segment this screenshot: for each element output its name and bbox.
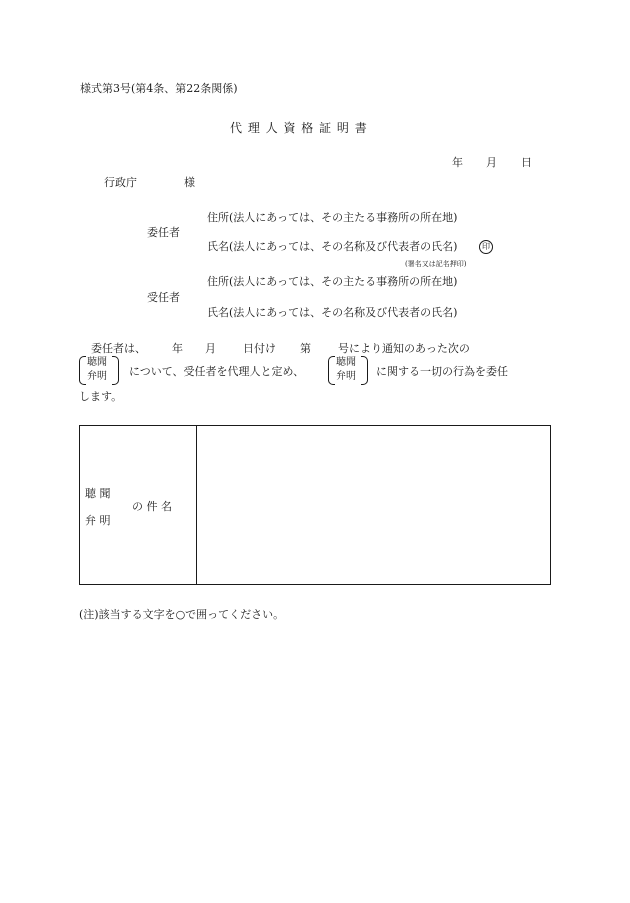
date-day-label: 日: [521, 156, 532, 169]
bracket-left: [328, 356, 335, 385]
agent-label: 受任者: [147, 291, 180, 304]
body-line2-middle: について、受任者を代理人と定め、: [129, 365, 305, 378]
form-number: 様式第3号(第4条、第22条関係): [80, 82, 238, 95]
case-title-table: [79, 425, 551, 585]
agent-address-field: 住所(法人にあっては、その主たる事務所の所在地): [207, 275, 458, 288]
date-year-label: 年: [452, 156, 463, 169]
table-case-title-label: の 件 名: [132, 500, 172, 513]
choice-explanation: 弁明: [87, 371, 107, 382]
seal-icon: 印: [479, 240, 493, 254]
addressee-office: 行政庁: [104, 176, 137, 189]
seal-note: (署名又は記名押印): [405, 260, 467, 268]
principal-address-field: 住所(法人にあっては、その主たる事務所の所在地): [207, 211, 458, 224]
case-title-field[interactable]: [197, 426, 550, 584]
table-choice-hearing: 聴 聞: [85, 487, 111, 500]
footnote: (注)該当する文字を○で囲ってください。: [79, 608, 285, 621]
body-line1-end: 号により通知のあった次の: [338, 342, 470, 355]
agent-name-field: 氏名(法人にあっては、その名称及び代表者の氏名): [207, 306, 458, 319]
choice-group-1: [87, 358, 107, 386]
date-month-label: 月: [486, 156, 497, 169]
body-year: 年: [172, 342, 183, 355]
body-number-prefix: 第: [300, 342, 311, 355]
document-title: 代 理 人 資 格 証 明 書: [230, 121, 368, 135]
bracket-right: [361, 356, 368, 385]
principal-label: 委任者: [147, 226, 180, 239]
body-line2-end: に関する一切の行為を委任: [376, 365, 508, 378]
body-line1-start: 委任者は、: [91, 342, 146, 355]
choice-group-2: [336, 358, 356, 386]
bracket-left: [79, 356, 86, 385]
choice-hearing: 聴聞: [336, 357, 356, 368]
principal-name-field: 氏名(法人にあっては、その名称及び代表者の氏名): [207, 240, 458, 253]
choice-explanation: 弁明: [336, 371, 356, 382]
choice-hearing: 聴聞: [87, 357, 107, 368]
table-choice-explanation: 弁 明: [85, 514, 111, 527]
body-month: 月: [205, 342, 216, 355]
body-date: 日付け: [243, 342, 276, 355]
addressee-honorific: 様: [184, 176, 195, 189]
bracket-right: [112, 356, 119, 385]
body-line3: します。: [79, 390, 123, 403]
